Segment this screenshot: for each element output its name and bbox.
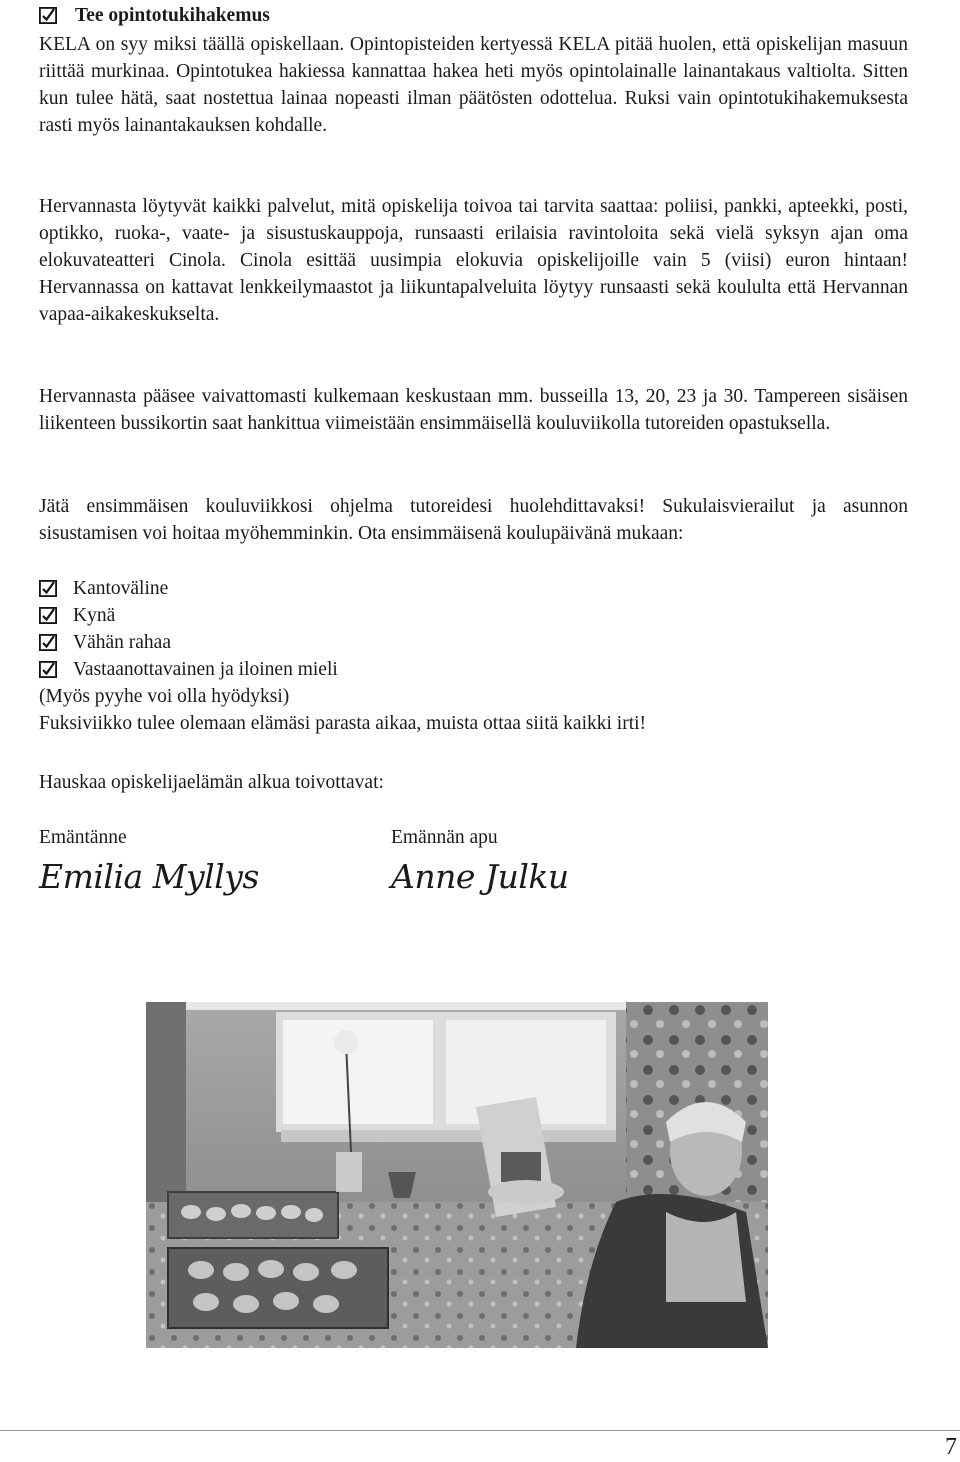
signature-block-assistant [391,824,569,899]
page-number: 7 [945,1434,957,1460]
checked-box-icon [39,580,57,597]
checklist [39,575,908,683]
signature-role: Emäntänne [39,827,127,848]
footer-divider [0,1430,960,1431]
paragraph-text: Hervannasta löytyvät kaikki palvelut, mitä opiskelija toivoa tai tarvita saattaa: poliisi, pankki, apteekki, posti, optikko, ruoka-, vaate- ja sisustuskauppoja, runsaasti erilaisia ravintoloita sekä vielä syksyn ajan oma elokuvateatteri Cinola. Cinola esittää uusimpia elokuvia opiskelijoille vain 5 (viisi) euron hintaan! Hervannassa on kattavat lenkkeilymaastot ja liikuntapalveluita löytyy runsaasti sekä koululta että Hervannan vapaa-aikakeskukselta. [39,196,908,325]
signature-role: Emännän apu [391,827,498,848]
checked-box-icon [39,661,57,678]
heading-text: Tee opintotukihakemus [75,5,270,26]
section-heading [39,2,270,29]
signature-block-hostess [39,824,259,899]
checklist-item-label: Kantoväline [73,578,169,599]
signature-name: Anne Julku [391,857,569,896]
greeting: Hauskaa opiskelijaelämän alkua toivottavat: [39,772,384,793]
paragraph-text: KELA on syy miksi täällä opiskellaan. Opintopisteiden kertyessä KELA pitää huolen, että opiskelijan masuun riittää murkinaa. Opintotukea hakiessa kannattaa hakea heti myös opintolainalle lainantakaus valtiolta. Sitten kun tulee hätä, saat nostettua lainaa nopeasti ilman päätösten odottelua. Ruksi vain opintotukihakemuksesta rasti myös lainantakauksen kohdalle. [39,34,908,136]
checked-box-icon [39,634,57,651]
checklist-item [39,575,908,602]
paragraph-transport [39,383,908,437]
paragraph-first-week [39,493,908,547]
checklist-item [39,602,908,629]
paragraph-hervanta-services [39,193,908,328]
checklist-item-label: Kynä [73,605,116,626]
paragraph-text: Hervannasta pääsee vaivattomasti kulkemaan keskustaan mm. busseilla 13, 20, 23 ja 30. Tampereen sisäisen liikenteen bussikortin saat hankittua viimeistään ensimmäisellä kouluviikolla tutoreiden opastuksella. [39,386,908,434]
paragraph-text: Jätä ensimmäisen kouluviikkosi ohjelma tutoreidesi huolehdittavaksi! Sukulaisvierailut ja asunnon sisustamisen voi hoitaa myöhemminkin. Ota ensimmäisenä koulupäivänä mukaan: [39,496,908,544]
checked-box-icon [39,607,57,624]
closing-sentence: Fuksiviikko tulee olemaan elämäsi parasta aikaa, muista ottaa siitä kaikki irti! [39,713,647,734]
checklist-item [39,629,908,656]
kitchen-photo [146,1002,768,1348]
towel-note: (Myös pyyhe voi olla hyödyksi) [39,686,290,707]
signature-name: Emilia Myllys [39,857,259,896]
checklist-item-label: Vastaanottavainen ja iloinen mieli [73,659,338,680]
checked-box-icon [39,7,57,24]
after-list-text [39,683,908,737]
checklist-item [39,656,908,683]
paragraph-kela [39,31,908,139]
checklist-item-label: Vähän rahaa [73,632,171,653]
